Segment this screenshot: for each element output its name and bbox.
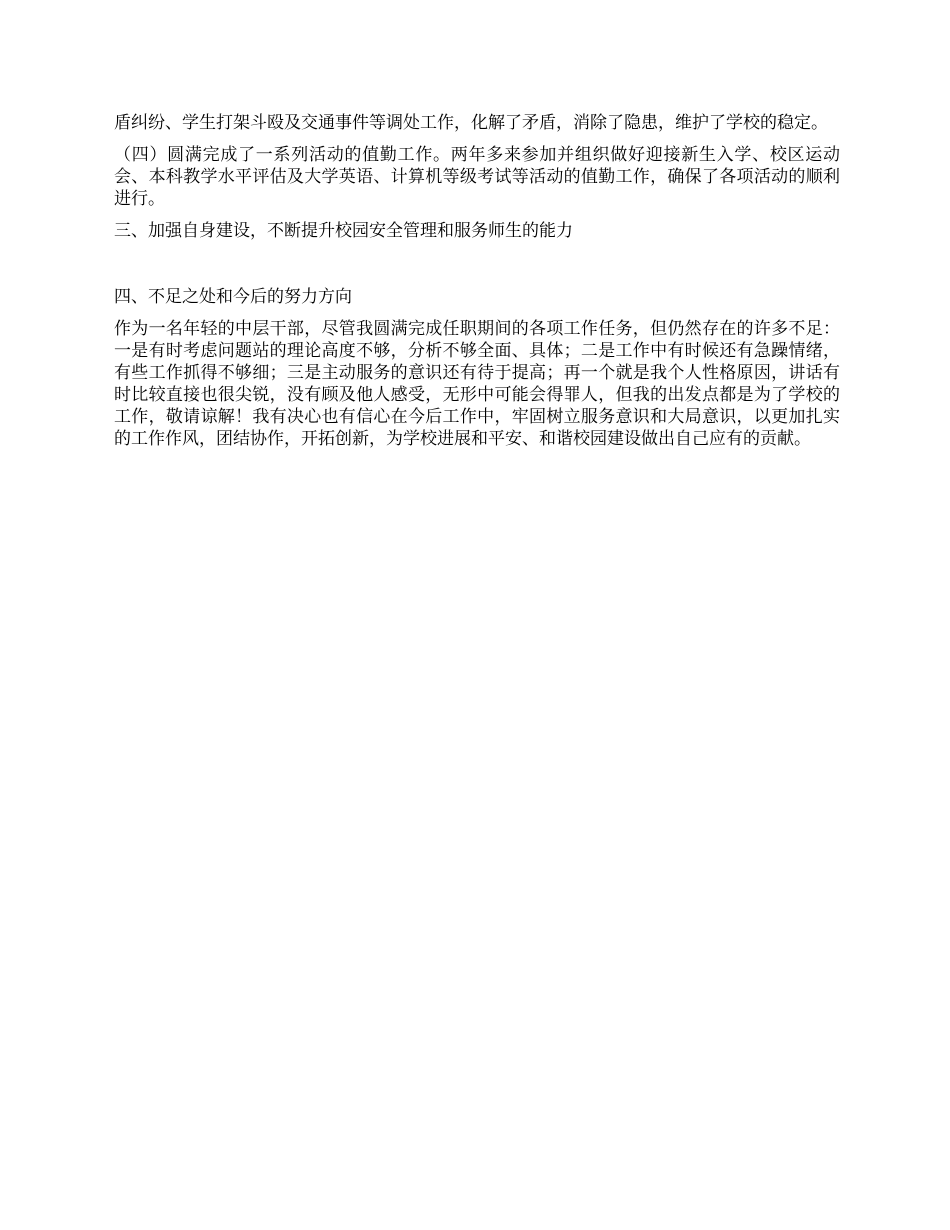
paragraph-section-four: （四）圆满完成了一系列活动的值勤工作。两年多来参加并组织做好迎接新生入学、校区运动会、本科教学水平评估及大学英语、计算机等级考试等活动的值勤工作，确保了各项活动的顺利进行。 (114, 145, 840, 209)
document-body (114, 112, 840, 460)
heading-section-four: 四、不足之处和今后的努力方向 (114, 287, 352, 307)
heading-section-three: 三、加强自身建设，不断提升校园安全管理和服务师生的能力 (114, 221, 573, 241)
paragraph-shortcomings: 作为一名年轻的中层干部，尽管我圆满完成任职期间的各项工作任务，但仍然存在的许多不足：一是有时考虑问题站的理论高度不够，分析不够全面、具体；二是工作中有时候还有急躁情绪，有些工作抓得不够细；三是主动服务的意识还有待于提高；再一个就是我个人性格原因，讲话有时比较直接也很尖锐，没有顾及他人感受，无形中可能会得罪人，但我的出发点都是为了学校的工作，敬请谅解！我有决心也有信心在今后工作中，牢固树立服务意识和大局意识，以更加扎实的工作作风，团结协作，开拓创新，为学校进展和平安、和谐校园建设做出自己应有的贡献。 (114, 319, 840, 449)
paragraph-continuation: 盾纠纷、学生打架斗殴及交通事件等调处工作，化解了矛盾，消除了隐患，维护了学校的稳定。 (114, 113, 828, 133)
